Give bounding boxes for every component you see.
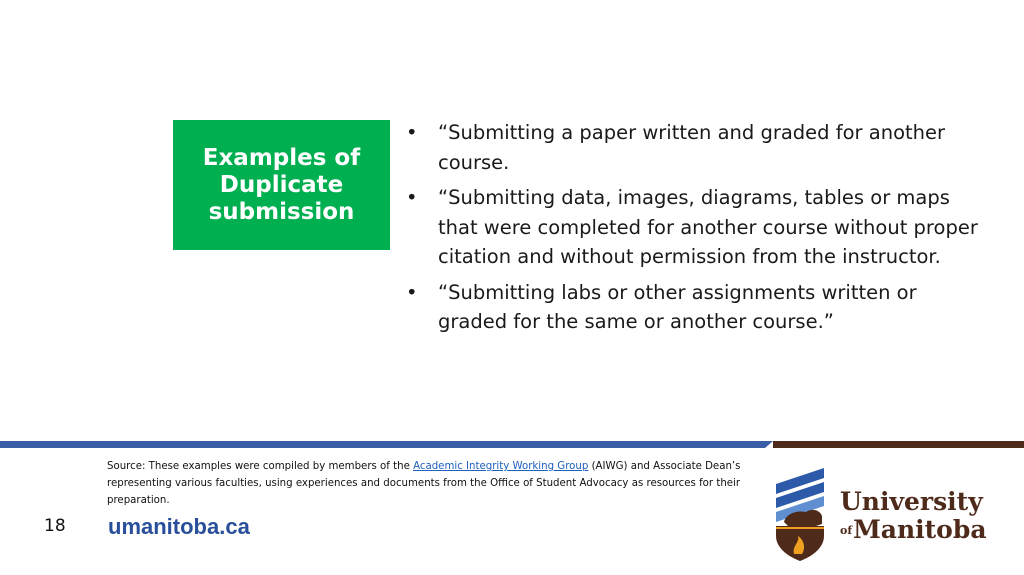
list-item [406, 183, 991, 272]
logo-line1: University [840, 487, 983, 516]
heading-box-text: Examples of Duplicate submission [202, 144, 361, 225]
page-number: 18 [44, 516, 66, 536]
heading-box [173, 120, 390, 250]
source-suffix: (AIWG) and Associate Dean’s representing various faculties, using experiences and documents from the Office of Student Advocacy as resources for their preparation. [107, 461, 741, 506]
divider-blue [0, 441, 765, 448]
university-logo-text [840, 488, 987, 545]
logo-of: of [840, 524, 853, 537]
bullet-list [406, 118, 991, 343]
source-prefix: Source: These examples were compiled by members of the [107, 461, 414, 472]
divider-blue-tip [765, 441, 773, 448]
bullet-marker: • [406, 121, 418, 144]
website-url[interactable]: umanitoba.ca [108, 514, 250, 539]
bullet-marker: • [406, 280, 418, 304]
list-item [406, 118, 991, 177]
bullet-text: “Submitting a paper written and graded for another course. [438, 121, 946, 174]
source-note [107, 458, 757, 509]
divider-brown [773, 441, 1024, 448]
list-item [406, 278, 991, 337]
bullet-marker: • [406, 186, 418, 209]
logo-line2: Manitoba [853, 515, 987, 544]
aiwg-link[interactable]: Academic Integrity Working Group [413, 461, 589, 472]
bullet-text: “Submitting labs or other assignments written or graded for the same or another course.” [438, 280, 917, 333]
bullet-text: “Submitting data, images, diagrams, tables or maps that were completed for another course without proper citation and without permission from the instructor. [438, 186, 978, 268]
